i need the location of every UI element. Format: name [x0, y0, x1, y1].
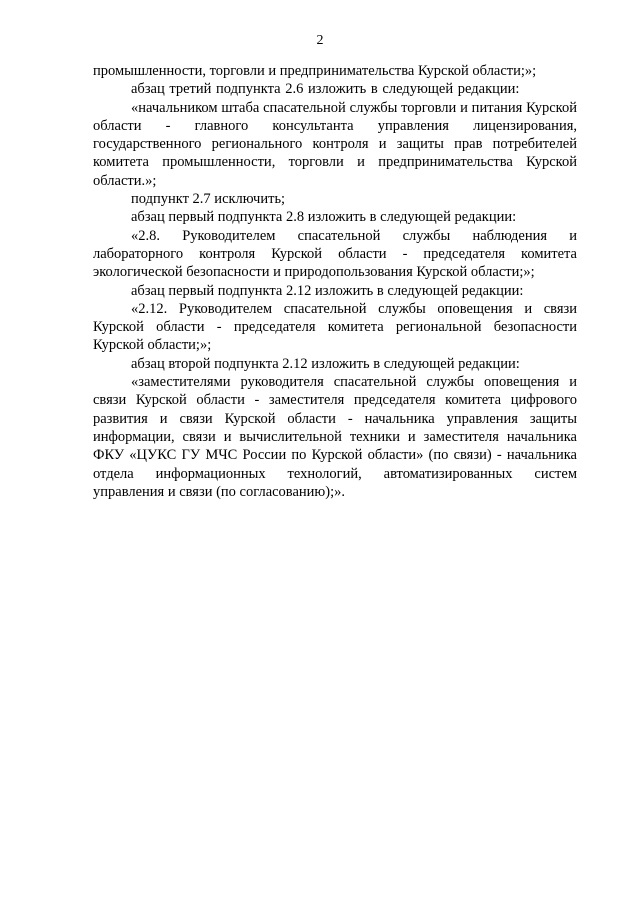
paragraph-amendment-2-8: абзац первый подпункта 2.8 изложить в следующей редакции: [131, 209, 517, 226]
paragraph-quote-2-12-first: «2.12. Руководителем спасательной службы оповещения и связи Курской области - председателя комитета региональной безопасности Курской области;»; [93, 300, 577, 354]
document-body [93, 62, 577, 501]
paragraph-amendment-2-12-first: абзац первый подпункта 2.12 изложить в следующей редакции: [131, 282, 524, 299]
paragraph-quote-2-6: «начальником штаба спасательной службы торговли и питания Курской области - главного консультанта управления лицензирования, государственного регионального контроля и защиты прав потребителей комитета промышленности, торговли и предпринимательства Курской области.»; [93, 99, 577, 189]
paragraph-amendment-2-12-second: абзац второй подпункта 2.12 изложить в следующей редакции: [131, 355, 520, 372]
paragraph-continuation: промышленности, торговли и предпринимательства Курской области;»; [93, 63, 537, 79]
paragraph-quote-2-8: «2.8. Руководителем спасательной службы наблюдения и лабораторного контроля Курской области - председателя комитета экологической безопасности и природопользования Курской области;»; [93, 227, 577, 281]
paragraph-amendment-2-6: абзац третий подпункта 2.6 изложить в следующей редакции: [131, 81, 520, 98]
page-number: 2 [316, 33, 324, 48]
paragraph-quote-2-12-second: «заместителями руководителя спасательной службы оповещения и связи Курской области - заместителя председателя комитета цифрового развития и связи Курской области - начальника управления защиты информации, связи и вычислительной техники и заместителя начальника ФКУ «ЦУКС ГУ МЧС России по Курской области» (по связи) - начальника отдела информационных технологий, автоматизированных систем управления и связи (по согласованию);». [93, 374, 577, 500]
paragraph-exclude-2-7: подпункт 2.7 исключить; [131, 191, 286, 208]
